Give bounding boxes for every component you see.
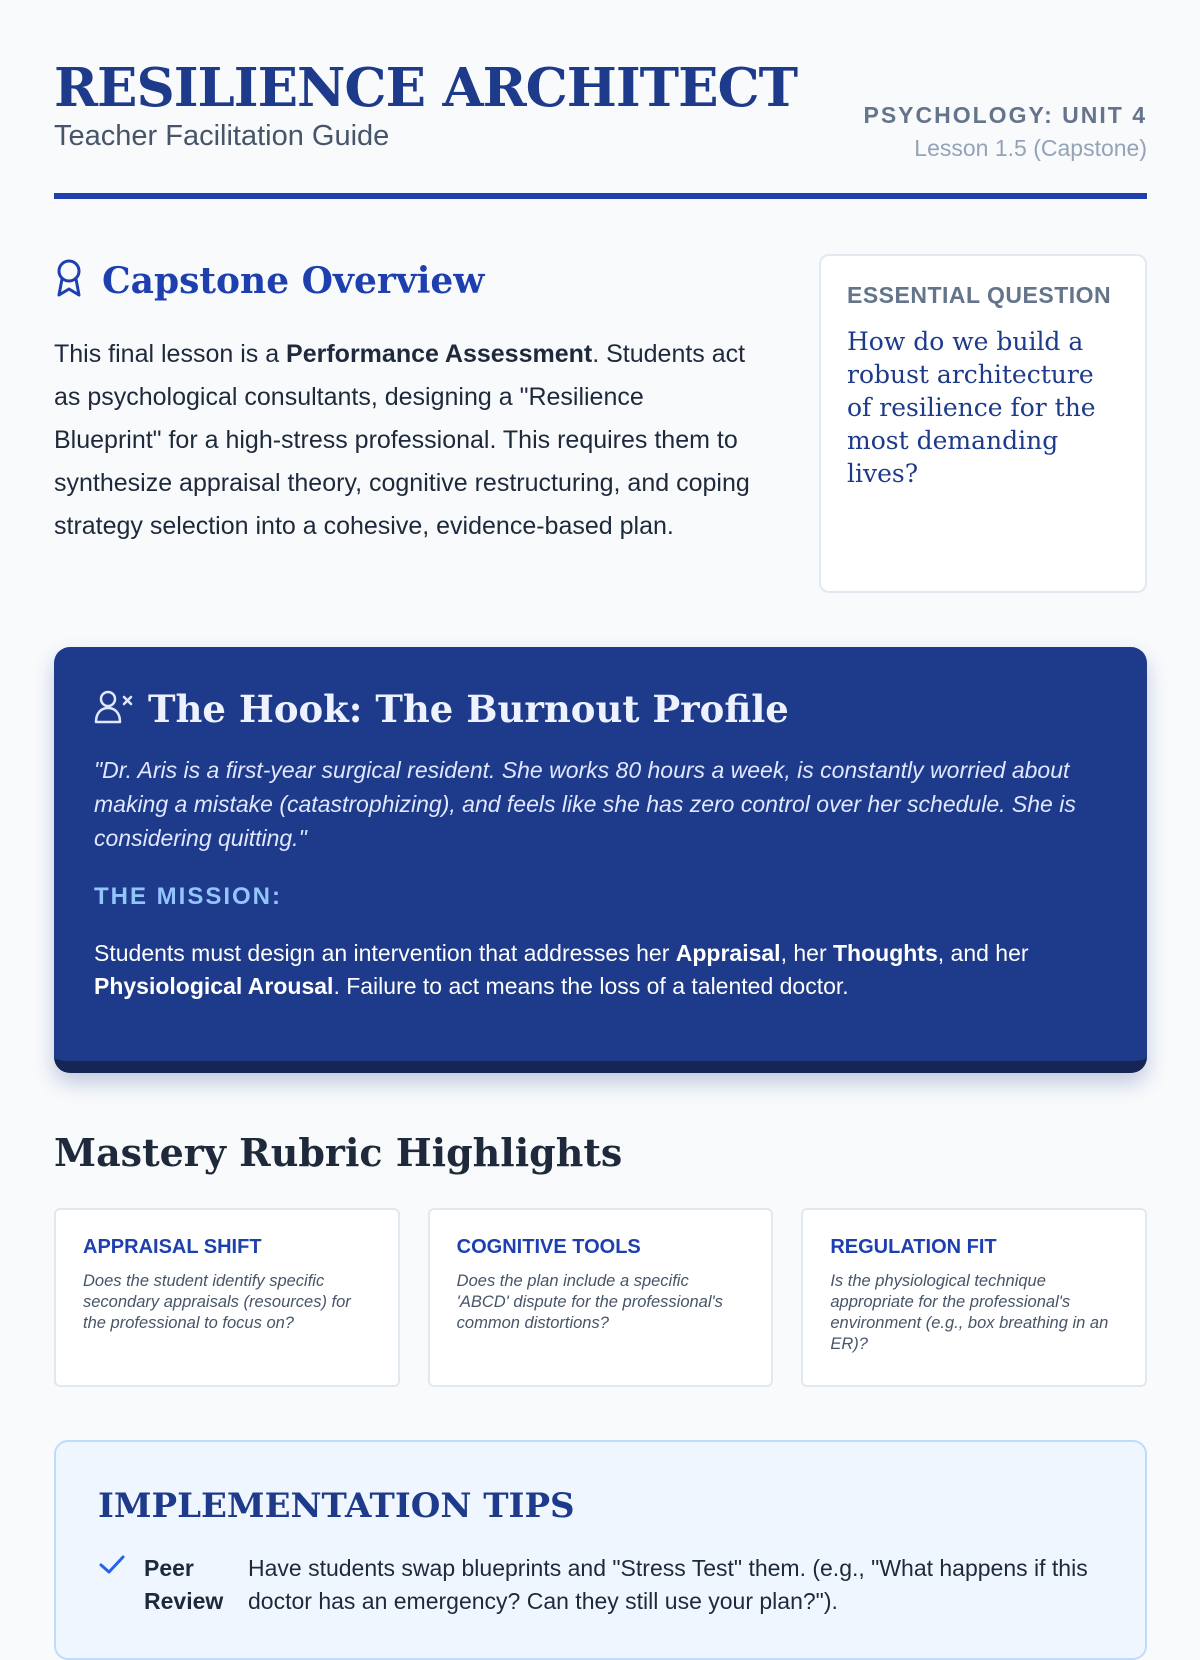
- rubric-card-label: APPRAISAL SHIFT: [83, 1236, 262, 1258]
- implementation-tips: [54, 1440, 1147, 1660]
- rubric-card-text: Does the plan include a specific 'ABCD' dispute for the professional's common distortions?: [456, 1272, 723, 1332]
- tip-label: Peer Review: [144, 1555, 224, 1614]
- essential-question-card: [819, 254, 1147, 593]
- mission-text: Students must design an intervention that addresses her Appraisal, her Thoughts, and her Physiological Arousal. Failure to act means the loss of a talented doctor.: [94, 940, 1029, 999]
- user-x-icon: [94, 689, 134, 730]
- rubric-card-appraisal: [54, 1208, 400, 1387]
- essential-question-text: How do we build a robust architecture of resilience for the most demanding lives?: [847, 327, 1096, 488]
- hook-quote: "Dr. Aris is a first-year surgical resident. She works 80 hours a week, is constantly worried about making a mistake (catastrophizing), and feels like she has zero control over her schedule. She is considering quitting.": [94, 757, 1076, 851]
- page-subtitle: Teacher Facilitation Guide: [54, 120, 390, 152]
- unit-label: PSYCHOLOGY: UNIT 4: [863, 102, 1147, 128]
- hook-title: The Hook: The Burnout Profile: [148, 687, 789, 731]
- overview-emphasis: Performance Assessment: [286, 340, 593, 368]
- lesson-label: Lesson 1.5 (Capstone): [914, 135, 1147, 161]
- tip-text: Have students swap blueprints and "Stress Test" them. (e.g., "What happens if this doctor has an emergency? Can they still use your plan?").: [248, 1555, 1088, 1614]
- rubric-card-text: Does the student identify specific secondary appraisals (resources) for the professional to focus on?: [83, 1272, 351, 1332]
- award-icon: [54, 258, 84, 303]
- hook-panel: [54, 647, 1147, 1073]
- header: [54, 57, 1147, 161]
- overview-title: Capstone Overview: [102, 259, 485, 302]
- rubric-card-regulation: [801, 1208, 1147, 1387]
- rubric-card-text: Is the physiological technique appropriate for the professional's environment (e.g., box breathing in an ER)?: [830, 1272, 1109, 1353]
- capstone-overview: [54, 258, 754, 548]
- unit-info: [864, 102, 1148, 162]
- essential-question-label: ESSENTIAL QUESTION: [847, 282, 1112, 308]
- check-icon: [98, 1552, 126, 1618]
- rubric-title: Mastery Rubric Highlights: [54, 1130, 623, 1175]
- rubric-card-cognitive: [428, 1208, 774, 1387]
- tip-item: [98, 1552, 1103, 1618]
- tips-title: IMPLEMENTATION TIPS: [98, 1486, 575, 1526]
- mission-label: THE MISSION:: [94, 883, 283, 910]
- page-title: RESILIENCE ARCHITECT: [54, 57, 798, 119]
- header-divider: [54, 193, 1147, 199]
- rubric-card-label: REGULATION FIT: [830, 1236, 997, 1258]
- overview-text: This final lesson is a Performance Assessment. Students act as psychological consultants, designing a "Resilience Blueprint" for a high-stress professional. This requires them to synthesize appraisal theory, cognitive restructuring, and coping strategy selection into a cohesive, evidence-based plan.: [54, 340, 750, 540]
- rubric-card-label: COGNITIVE TOOLS: [456, 1236, 641, 1258]
- rubric-grid: [54, 1208, 1147, 1387]
